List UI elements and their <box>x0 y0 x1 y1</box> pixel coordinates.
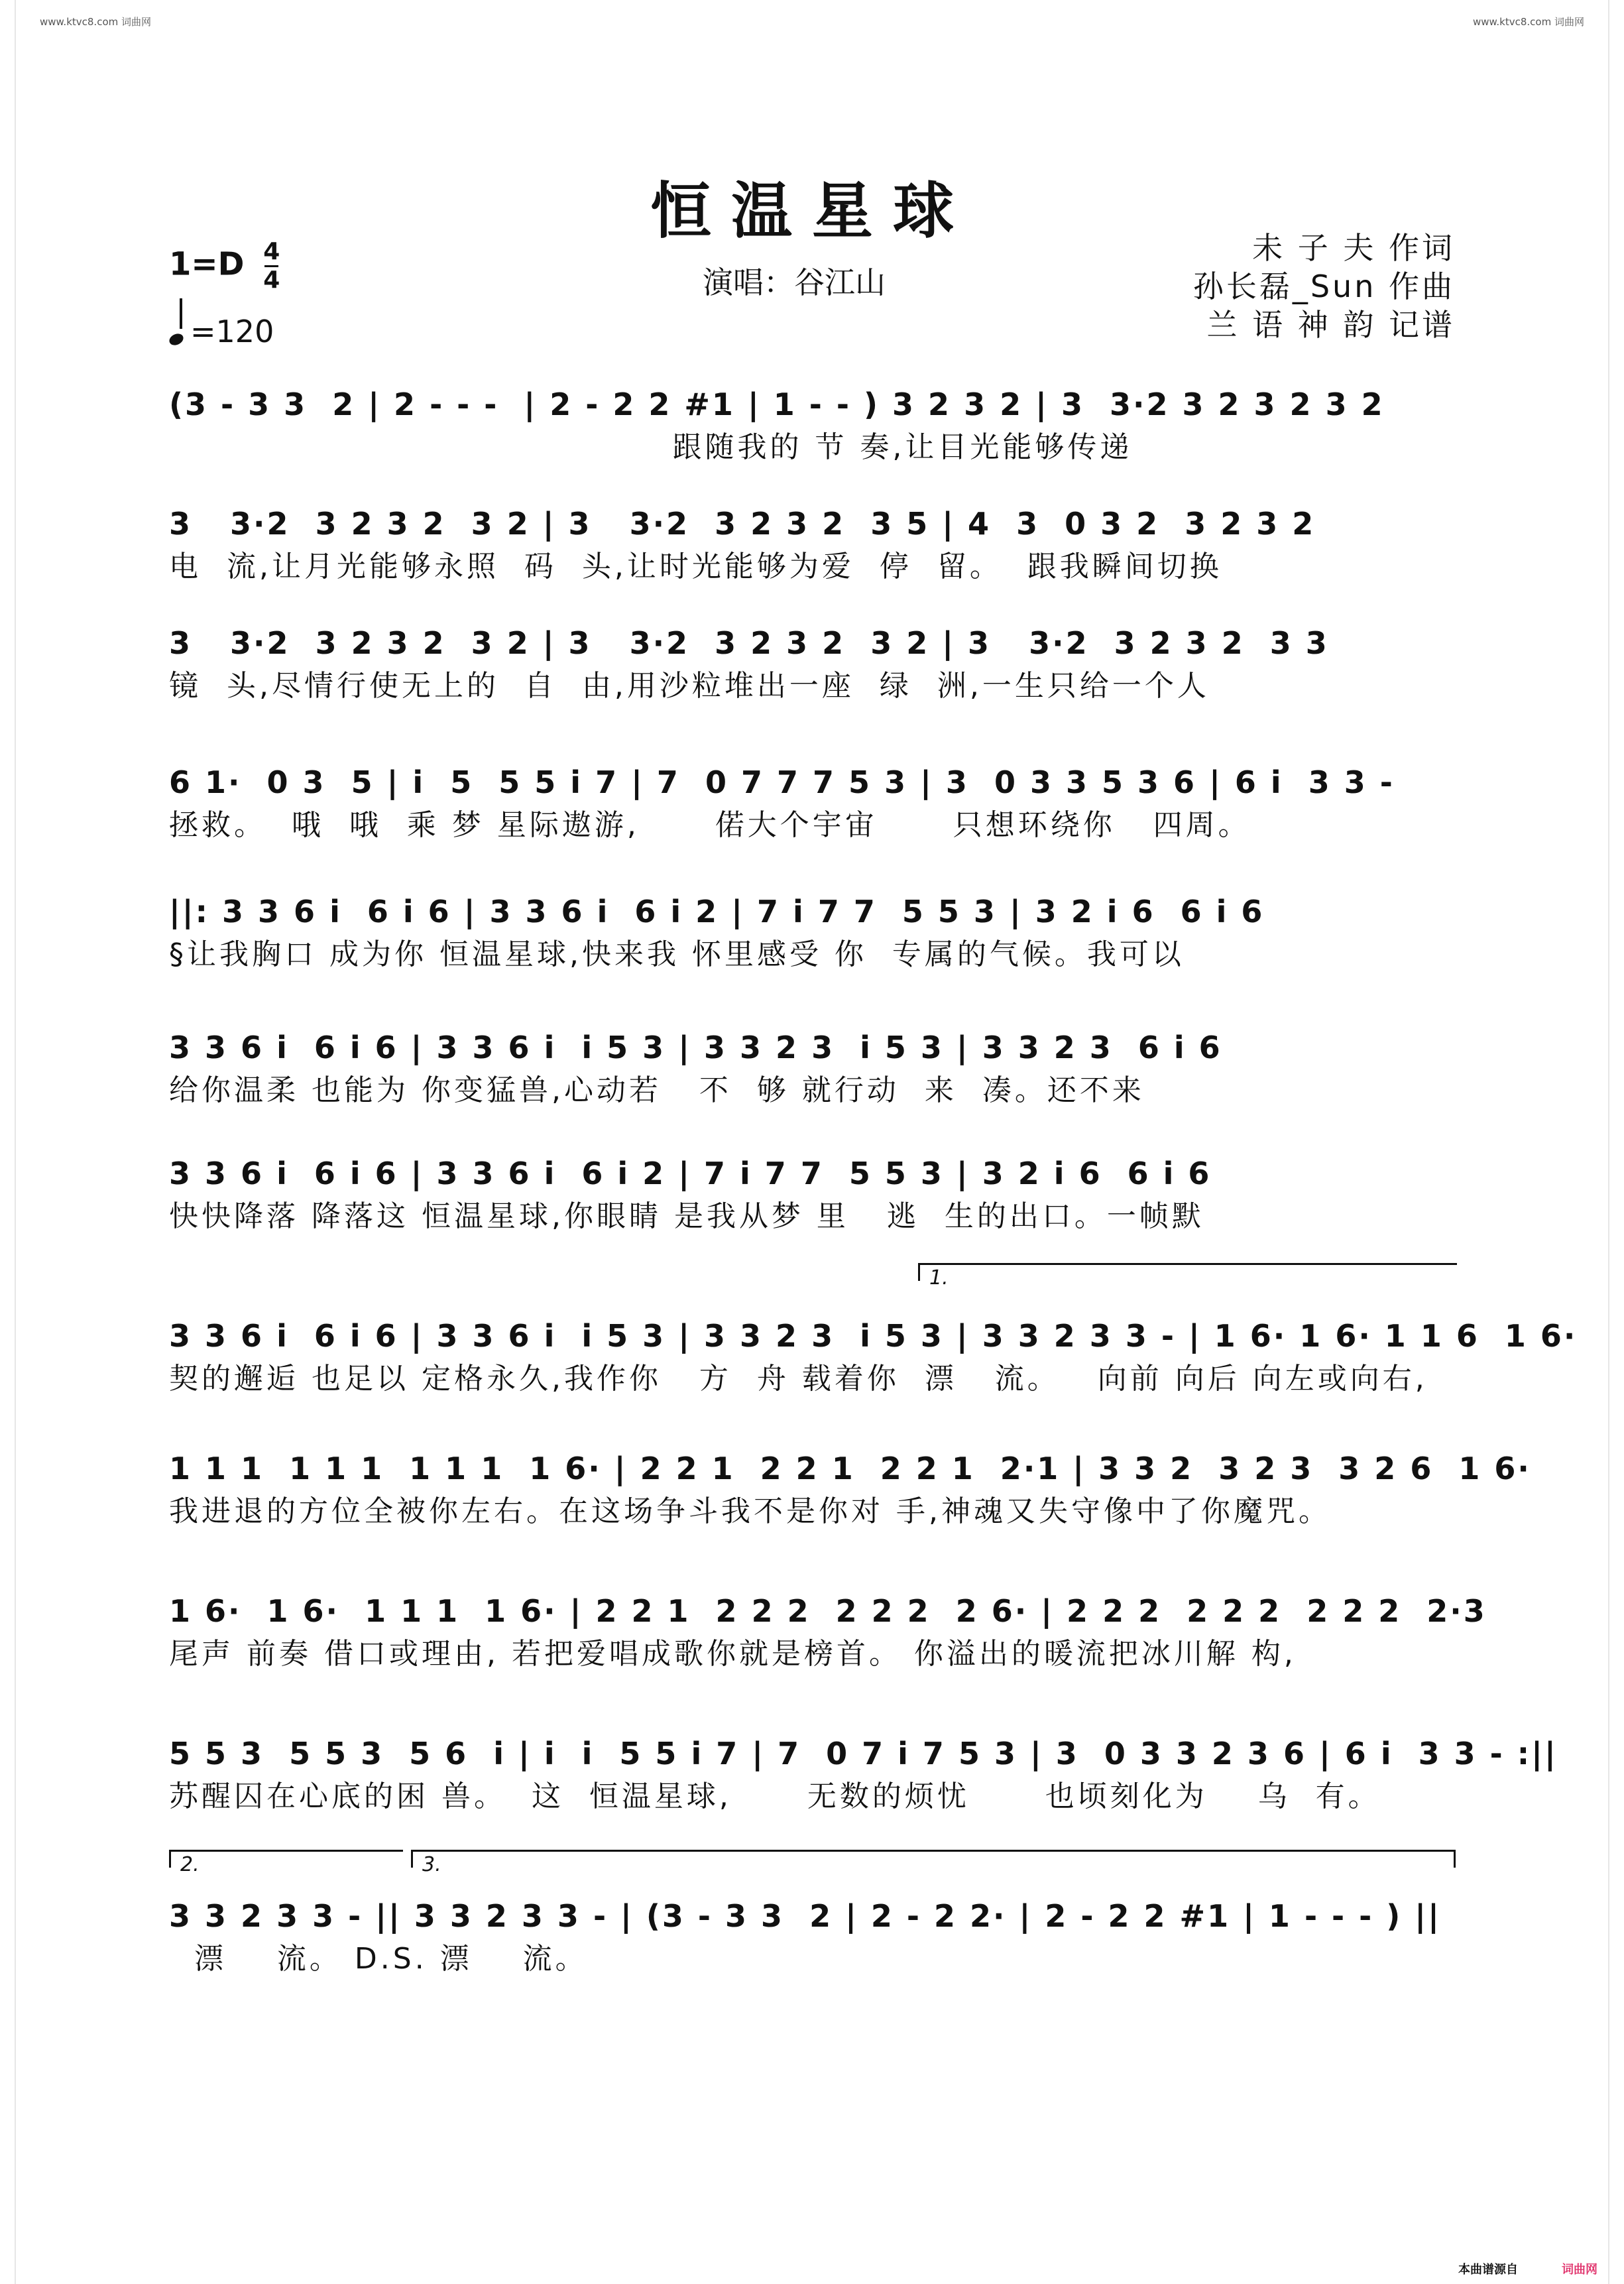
score-system-3 <box>169 620 1462 706</box>
tempo-marking <box>169 312 274 349</box>
lyricist-credit: 未 子 夫 作词 <box>1252 230 1455 266</box>
second-ending-label: 2. <box>180 1853 200 1876</box>
footer-source-text: 本曲谱源自 <box>1458 2263 1518 2277</box>
score-system-5 <box>169 888 1462 975</box>
score-system-9 <box>169 1445 1531 1532</box>
notation-line: 3 3·2 3 2 3 2 3 2 | 3 3·2 3 2 3 2 3 5 | 4 3 0 3 2 3 2 3 2 <box>169 506 1316 542</box>
score-system-6 <box>169 1024 1462 1111</box>
lyric-line: 镜 头,尽情行使无上的 自 由,用沙粒堆出一座 绿 洲,一生只给一个人 <box>169 669 1210 703</box>
singer: 演唱：谷江山 <box>703 265 886 300</box>
lyric-line: 我进退的方位全被你左右。在这场争斗我不是你对 手,神魂又失守像中了你魔咒。 <box>169 1494 1331 1528</box>
tempo-value: =120 <box>190 314 274 349</box>
notation-line: 3 3 6 i 6 i 6 | 3 3 6 i 6 i 2 | 7 i 7 7 5 5 3 | 3 2 i 6 6 i 6 <box>169 1156 1212 1191</box>
lyric-line: 拯救。 哦 哦 乘 梦 星际遨游, 偌大个宇宙 只想环绕你 四周。 <box>169 808 1251 842</box>
score-system-1 <box>169 381 1462 467</box>
lyric-line: 契的邂逅 也足以 定格永久,我作你 方 舟 载着你 漂 流。 向前 向后 向左或向右, <box>169 1362 1428 1396</box>
key-signature <box>169 239 280 294</box>
lyric-line: 给你温柔 也能为 你变猛兽,心动若 不 够 就行动 来 凑。还不来 <box>169 1073 1145 1107</box>
lyric-line: 苏醒囚在心底的困 兽。 这 恒温星球, 无数的烦忧 也顷刻化为 乌 有。 <box>169 1779 1381 1813</box>
notation-line: 6 1· 0 3 5 | i 5 5 5 i 7 | 7 0 7 7 7 5 3 | 3 0 3 3 5 3 6 | 6 i 3 3 - <box>169 764 1395 800</box>
notation-line: 1 1 1 1 1 1 1 1 1 1 6· | 2 2 1 2 2 1 2 2 1 2·1 | 3 3 2 3 2 3 3 2 6 1 6· <box>169 1451 1531 1486</box>
lyric-line: 电 流,让月光能够永照 码 头,让时光能够为爱 停 留。 跟我瞬间切换 <box>169 550 1222 583</box>
notation-line: 3 3 2 3 3 - || 3 3 2 3 3 - | (3 - 3 3 2 | 2 - 2 2· | 2 - 2 2 #1 | 1 - - - ) || <box>169 1898 1441 1934</box>
key-label: 1=D <box>169 245 245 283</box>
first-ending-label: 1. <box>929 1266 949 1290</box>
page-border-left <box>15 0 16 2284</box>
notation-line: 3 3 6 i 6 i 6 | 3 3 6 i i 5 3 | 3 3 2 3 i 5 3 | 3 3 2 3 6 i 6 <box>169 1030 1222 1065</box>
second-ending-bracket <box>169 1850 403 1876</box>
footer-site-logo: 词曲网 <box>1562 2263 1597 2277</box>
watermark-right: www.ktvc8.com 词曲网 <box>1472 16 1584 28</box>
song-title: 恒温星球 <box>650 175 974 247</box>
time-signature <box>263 239 280 294</box>
lyric-line: 快快降落 降落这 恒温星球,你眼睛 是我从梦 里 逃 生的出口。一帧默 <box>169 1199 1204 1233</box>
score-system-4 <box>169 759 1462 845</box>
notation-line: 5 5 3 5 5 3 5 6 i | i i 5 5 i 7 | 7 0 7 i 7 5 3 | 3 0 3 3 2 3 6 | 6 i 3 3 - :|| <box>169 1736 1558 1772</box>
score-system-8 <box>169 1313 1578 1399</box>
notation-line: (3 - 3 3 2 | 2 - - - | 2 - 2 2 #1 | 1 - - ) 3 2 3 2 | 3 3·2 3 2 3 2 3 2 <box>169 387 1385 422</box>
watermark-left: www.ktvc8.com 词曲网 <box>40 16 152 28</box>
notation-line: 3 3·2 3 2 3 2 3 2 | 3 3·2 3 2 3 2 3 2 | 3 3·2 3 2 3 2 3 3 <box>169 625 1329 661</box>
first-ending-bracket <box>918 1263 1457 1290</box>
transcriber-credit: 兰 语 神 韵 记谱 <box>1206 307 1455 343</box>
third-ending-label: 3. <box>422 1853 441 1876</box>
notation-line: 3 3 6 i 6 i 6 | 3 3 6 i i 5 3 | 3 3 2 3 i 5 3 | 3 3 2 3 3 - | 1 6· 1 6· 1 1 6 1 6· <box>169 1318 1578 1354</box>
page-border-right <box>1608 0 1609 2284</box>
score-system-12 <box>169 1893 1462 1979</box>
third-ending-bracket <box>411 1850 1456 1876</box>
meter-top: 4 <box>263 238 280 265</box>
note-stem <box>180 298 182 329</box>
notation-line: 1 6· 1 6· 1 1 1 1 6· | 2 2 1 2 2 2 2 2 2 2 6· | 2 2 2 2 2 2 2 2 2 2·3 <box>169 1593 1487 1629</box>
credits <box>1193 229 1455 344</box>
composer-credit: 孙长磊_Sun 作曲 <box>1192 269 1455 304</box>
score-system-2 <box>169 501 1462 587</box>
lyric-line: 尾声 前奏 借口或理由, 若把爱唱成歌你就是榜首。 你溢出的暖流把冰川解 构, <box>169 1637 1297 1671</box>
meter-bottom: 4 <box>263 267 280 294</box>
lyric-line: §让我胸口 成为你 恒温星球,快来我 怀里感受 你 专属的气候。我可以 <box>169 937 1185 971</box>
notation-line: ||: 3 3 6 i 6 i 6 | 3 3 6 i 6 i 2 | 7 i 7 7 5 5 3 | 3 2 i 6 6 i 6 <box>169 894 1265 930</box>
score-system-11 <box>169 1730 1558 1817</box>
lyric-line: 跟随我的 节 奏,让目光能够传递 <box>169 430 1133 464</box>
score-system-7 <box>169 1150 1462 1236</box>
lyric-line: 漂 流。 D.S. 漂 流。 <box>169 1942 588 1976</box>
quarter-note-icon <box>168 331 186 347</box>
score-system-10 <box>169 1588 1487 1674</box>
